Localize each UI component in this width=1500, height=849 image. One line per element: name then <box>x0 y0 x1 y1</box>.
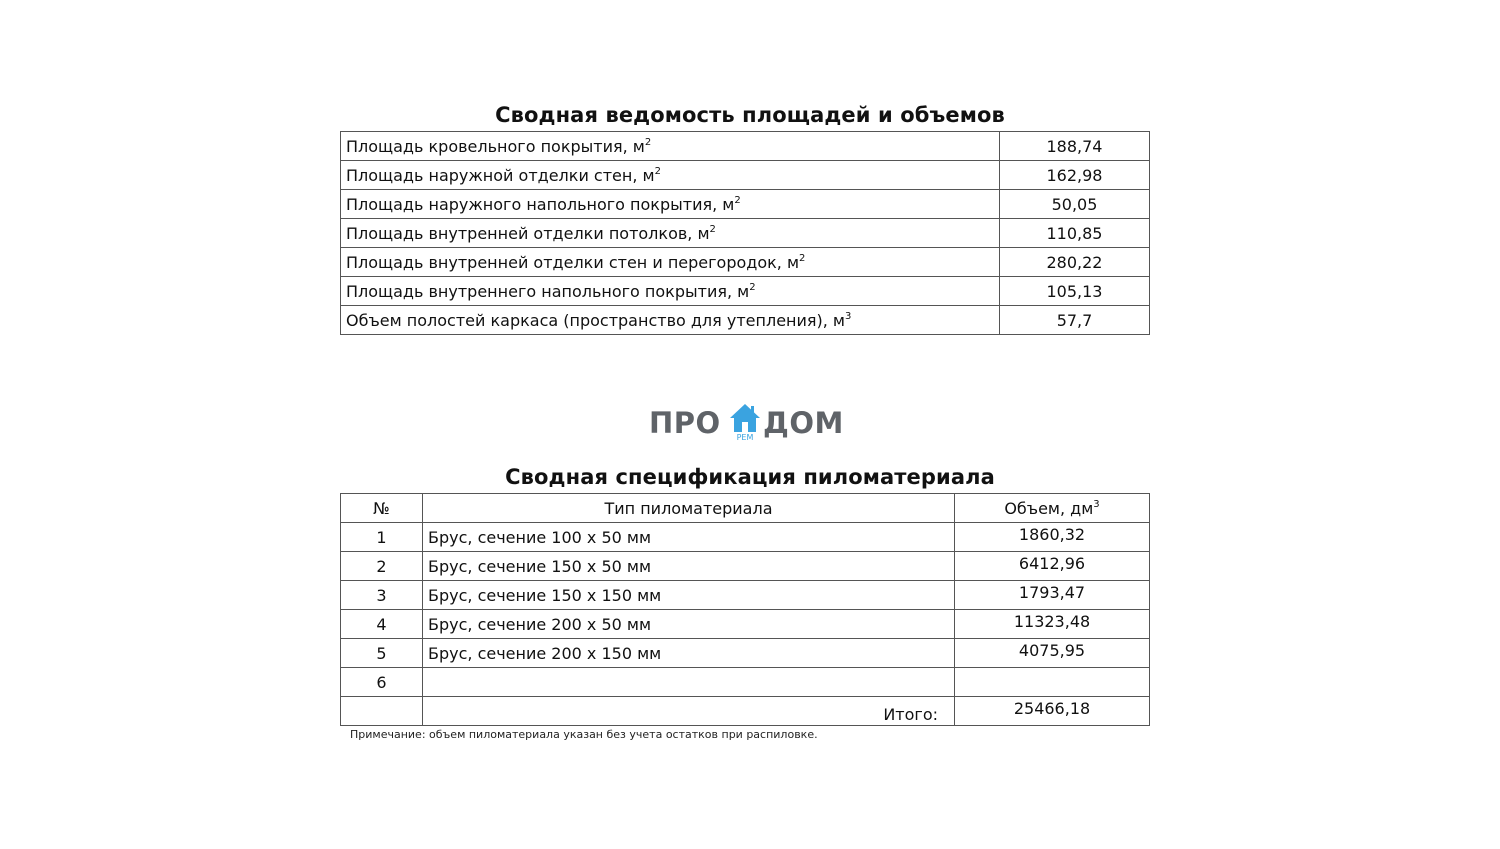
logo-text-left: ПРО <box>649 406 721 440</box>
lumber-volume: 4075,95 <box>955 639 1150 668</box>
footnote: Примечание: объем пиломатериала указан без учета остатков при распиловке. <box>350 728 818 741</box>
column-header-volume: Объем, $дм^3$ <box>955 494 1150 523</box>
table-row <box>341 161 1150 190</box>
row-number: 1 <box>341 523 423 552</box>
total-value: 25466,18 <box>955 697 1150 726</box>
table-total-row <box>341 697 1150 726</box>
area-value: 57,7 <box>1000 306 1150 335</box>
area-value: 280,22 <box>1000 248 1150 277</box>
table-row <box>341 552 1150 581</box>
table-row <box>341 610 1150 639</box>
area-label: Площадь внутренней отделки стен и перегородок, $м^2$ <box>341 248 1000 277</box>
column-header-num: № <box>341 494 423 523</box>
logo-subtext: РЕМ <box>736 433 754 442</box>
area-label: Площадь наружного напольного покрытия, $м^2$ <box>341 190 1000 219</box>
row-number: 5 <box>341 639 423 668</box>
area-label: Объем полостей каркаса (пространство для утепления), $м^3$ <box>341 306 1000 335</box>
lumber-type: Брус, сечение 200 х 50 мм <box>423 610 955 639</box>
table-row <box>341 581 1150 610</box>
lumber-volume: 11323,48 <box>955 610 1150 639</box>
lumber-table <box>340 493 1150 726</box>
row-number: 6 <box>341 668 423 697</box>
lumber-type <box>423 668 955 697</box>
area-label: Площадь кровельного покрытия, $м^2$ <box>341 132 1000 161</box>
logo <box>649 402 849 448</box>
lumber-type: Брус, сечение 100 х 50 мм <box>423 523 955 552</box>
row-number: 3 <box>341 581 423 610</box>
area-value: 110,85 <box>1000 219 1150 248</box>
table-row <box>341 668 1150 697</box>
table-row <box>341 523 1150 552</box>
area-value: 188,74 <box>1000 132 1150 161</box>
total-label: Итого: <box>423 697 955 726</box>
table-row <box>341 277 1150 306</box>
empty-cell <box>341 697 423 726</box>
lumber-table-title: Сводная спецификация пиломатериала <box>505 465 995 489</box>
lumber-volume: 1860,32 <box>955 523 1150 552</box>
table-row <box>341 219 1150 248</box>
areas-table-title: Сводная ведомость площадей и объемов <box>495 103 1005 127</box>
lumber-volume: 1793,47 <box>955 581 1150 610</box>
table-row <box>341 190 1150 219</box>
lumber-type: Брус, сечение 150 х 150 мм <box>423 581 955 610</box>
lumber-type: Брус, сечение 200 х 150 мм <box>423 639 955 668</box>
table-row <box>341 306 1150 335</box>
area-label: Площадь внутренней отделки потолков, $м^2$ <box>341 219 1000 248</box>
area-value: 50,05 <box>1000 190 1150 219</box>
table-row <box>341 248 1150 277</box>
area-value: 105,13 <box>1000 277 1150 306</box>
house-icon <box>729 402 761 434</box>
row-number: 4 <box>341 610 423 639</box>
area-label: Площадь наружной отделки стен, $м^2$ <box>341 161 1000 190</box>
table-row <box>341 132 1150 161</box>
areas-table <box>340 131 1150 335</box>
row-number: 2 <box>341 552 423 581</box>
lumber-type: Брус, сечение 150 х 50 мм <box>423 552 955 581</box>
lumber-volume <box>955 668 1150 697</box>
area-value: 162,98 <box>1000 161 1150 190</box>
table-header-row <box>341 494 1150 523</box>
lumber-volume: 6412,96 <box>955 552 1150 581</box>
column-header-type: Тип пиломатериала <box>423 494 955 523</box>
logo-text-right: ДОМ <box>763 406 844 440</box>
table-row <box>341 639 1150 668</box>
area-label: Площадь внутреннего напольного покрытия, $м^2$ <box>341 277 1000 306</box>
